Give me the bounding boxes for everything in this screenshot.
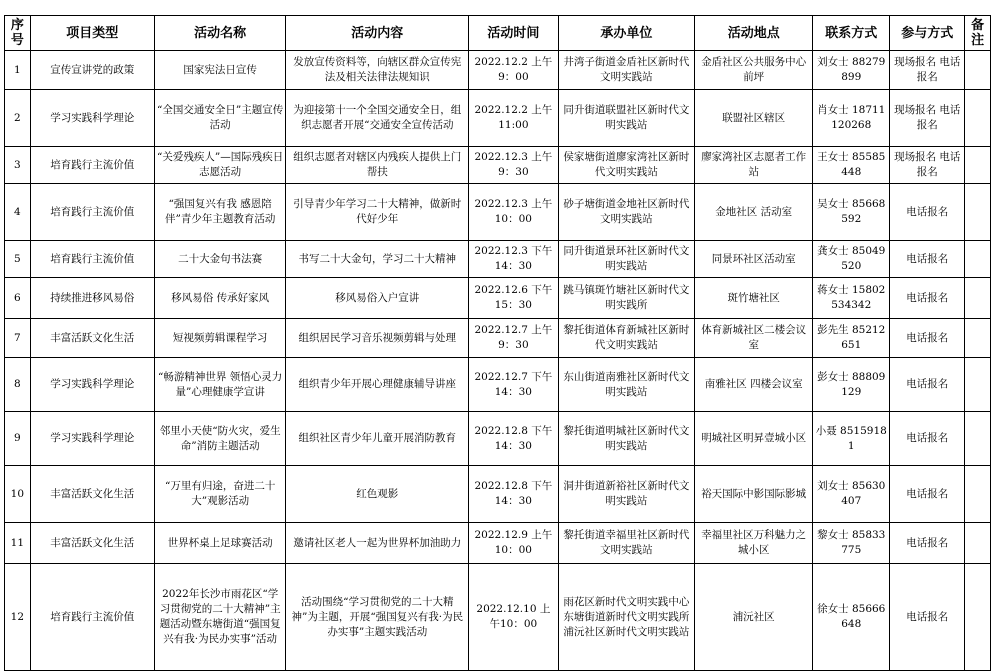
table-row [5,278,991,319]
cell-type: 学习实践科学理论 [30,90,154,147]
cell-no: 9 [5,412,31,466]
header-name: 活动名称 [154,16,285,51]
cell-note [965,90,991,147]
cell-no: 6 [5,278,31,319]
cell-join: 电话报名 [890,278,965,319]
cell-place: 联盟社区辖区 [695,90,813,147]
cell-no: 3 [5,147,31,184]
table-row [5,319,991,358]
cell-type: 培育践行主流价值 [30,184,154,241]
cell-name: 短视频剪辑课程学习 [154,319,285,358]
table-row [5,358,991,412]
cell-note [965,51,991,90]
cell-content: 活动围绕“学习贯彻党的二十大精神”为主题，开展“强国复兴有我·为民办实事”主题实践活动 [286,564,469,671]
cell-join: 电话报名 [890,184,965,241]
cell-name: “全国交通安全日”主题宣传活动 [154,90,285,147]
header-note: 备注 [965,16,991,51]
cell-place: 金地社区 活动室 [695,184,813,241]
cell-time: 2022.12.9 上午10：00 [469,523,558,564]
cell-time: 2022.12.2 上午11:00 [469,90,558,147]
cell-type: 持续推进移风易俗 [30,278,154,319]
cell-content: 书写二十大金句，学习二十大精神 [286,241,469,278]
cell-no: 8 [5,358,31,412]
cell-contact: 肖女士 18711120268 [813,90,890,147]
table-row [5,523,991,564]
cell-type: 丰富活跃文化生活 [30,319,154,358]
cell-note [965,241,991,278]
table-row [5,412,991,466]
cell-content: 组织居民学习音乐视频剪辑与处理 [286,319,469,358]
cell-content: 移风易俗入户宣讲 [286,278,469,319]
cell-place: 廖家湾社区志愿者工作站 [695,147,813,184]
cell-org: 洞井街道新裕社区新时代文明实践站 [558,466,695,523]
cell-contact: 小聂 85159181 [813,412,890,466]
cell-no: 7 [5,319,31,358]
cell-contact: 刘女士 88279899 [813,51,890,90]
cell-type: 培育践行主流价值 [30,564,154,671]
cell-content: 发放宣传资料等，向辖区群众宣传宪法及相关法律法规知识 [286,51,469,90]
cell-contact: 王女士 85585448 [813,147,890,184]
cell-org: 同升街道联盟社区新时代文明实践站 [558,90,695,147]
cell-place: 斑竹塘社区 [695,278,813,319]
cell-name: 二十大金句书法赛 [154,241,285,278]
cell-org: 雨花区新时代文明实践中心 东塘街道新时代文明实践所 浦沅社区新时代文明实践站 [558,564,695,671]
cell-name: 2022年长沙市雨花区“学习贯彻党的二十大精神”主题活动暨东塘街道“强国复兴有我·为民办实事”活动 [154,564,285,671]
cell-time: 2022.12.3 上午9：30 [469,147,558,184]
cell-no: 4 [5,184,31,241]
cell-place: 同景环社区活动室 [695,241,813,278]
cell-note [965,466,991,523]
cell-note [965,412,991,466]
cell-name: 移风易俗 传承好家风 [154,278,285,319]
cell-note [965,564,991,671]
cell-join: 现场报名 电话报名 [890,90,965,147]
cell-type: 培育践行主流价值 [30,147,154,184]
cell-content: 组织志愿者对辖区内残疾人提供上门帮扶 [286,147,469,184]
cell-contact: 黎女士 85833775 [813,523,890,564]
cell-note [965,523,991,564]
cell-org: 井湾子街道金盾社区新时代文明实践站 [558,51,695,90]
cell-time: 2022.12.3 下午14：30 [469,241,558,278]
cell-org: 黎托街道幸福里社区新时代文明实践站 [558,523,695,564]
cell-no: 1 [5,51,31,90]
cell-time: 2022.12.6 下午15：30 [469,278,558,319]
cell-org: 黎托街道明城社区新时代文明实践站 [558,412,695,466]
cell-no: 10 [5,466,31,523]
cell-no: 5 [5,241,31,278]
cell-join: 电话报名 [890,564,965,671]
table-row [5,147,991,184]
cell-content: 邀请社区老人一起为世界杯加油助力 [286,523,469,564]
cell-type: 宣传宣讲党的政策 [30,51,154,90]
activity-table [4,15,991,671]
cell-time: 2022.12.8 下午14：30 [469,466,558,523]
table-row [5,90,991,147]
cell-content: 组织社区青少年儿童开展消防教育 [286,412,469,466]
cell-place: 体育新城社区二楼会议室 [695,319,813,358]
cell-join: 电话报名 [890,523,965,564]
cell-time: 2022.12.7 下午14：30 [469,358,558,412]
cell-note [965,184,991,241]
cell-name: 国家宪法日宣传 [154,51,285,90]
cell-time: 2022.12.10 上午10：00 [469,564,558,671]
header-place: 活动地点 [695,16,813,51]
cell-type: 学习实践科学理论 [30,358,154,412]
cell-org: 黎托街道体育新城社区新时代文明实践站 [558,319,695,358]
cell-time: 2022.12.7 上午9：30 [469,319,558,358]
table-row [5,466,991,523]
cell-content: 为迎接第十一个全国交通安全日，组织志愿者开展“交通安全宣传活动 [286,90,469,147]
cell-note [965,278,991,319]
cell-name: 邻里小天使“防火灾，爱生命”消防主题活动 [154,412,285,466]
header-no: 序号 [5,16,31,51]
cell-note [965,319,991,358]
cell-join: 现场报名 电话报名 [890,51,965,90]
cell-name: “关爱残疾人”—国际残疾日志愿活动 [154,147,285,184]
cell-contact: 徐女士 85666648 [813,564,890,671]
cell-note [965,358,991,412]
cell-time: 2022.12.2 上午9：00 [469,51,558,90]
cell-no: 12 [5,564,31,671]
table-row [5,564,991,671]
cell-contact: 龚女士 85049520 [813,241,890,278]
cell-place: 浦沅社区 [695,564,813,671]
cell-org: 侯家塘街道廖家湾社区新时代文明实践站 [558,147,695,184]
header-type: 项目类型 [30,16,154,51]
cell-org: 东山街道南雅社区新时代文明实践站 [558,358,695,412]
cell-time: 2022.12.8 下午14：30 [469,412,558,466]
header-time: 活动时间 [469,16,558,51]
table-row [5,241,991,278]
cell-name: 世界杯桌上足球赛活动 [154,523,285,564]
cell-contact: 彭先生 85212651 [813,319,890,358]
header-row [5,16,991,51]
cell-place: 明城社区明昇壹城小区 [695,412,813,466]
cell-place: 幸福里社区万科魅力之城小区 [695,523,813,564]
cell-contact: 吴女士 85668592 [813,184,890,241]
header-org: 承办单位 [558,16,695,51]
cell-type: 丰富活跃文化生活 [30,466,154,523]
cell-place: 金盾社区公共服务中心前坪 [695,51,813,90]
cell-join: 电话报名 [890,412,965,466]
cell-name: “畅游精神世界 领悟心灵力量”心理健康学宣讲 [154,358,285,412]
cell-join: 电话报名 [890,358,965,412]
cell-contact: 刘女士 85630407 [813,466,890,523]
cell-no: 2 [5,90,31,147]
cell-join: 现场报名 电话报名 [890,147,965,184]
cell-no: 11 [5,523,31,564]
cell-join: 电话报名 [890,241,965,278]
cell-contact: 彭女士 88809129 [813,358,890,412]
header-contact: 联系方式 [813,16,890,51]
cell-place: 南雅社区 四楼会议室 [695,358,813,412]
cell-time: 2022.12.3 上午10：00 [469,184,558,241]
header-content: 活动内容 [286,16,469,51]
cell-place: 裕天国际中影国际影城 [695,466,813,523]
cell-content: 引导青少年学习二十大精神，做新时代好少年 [286,184,469,241]
cell-join: 电话报名 [890,319,965,358]
cell-name: “强国复兴有我 感恩陪伴”青少年主题教育活动 [154,184,285,241]
cell-contact: 蒋女士 15802534342 [813,278,890,319]
cell-name: “万里有归途，奋进二十大”观影活动 [154,466,285,523]
header-join: 参与方式 [890,16,965,51]
cell-join: 电话报名 [890,466,965,523]
cell-type: 学习实践科学理论 [30,412,154,466]
cell-content: 红色观影 [286,466,469,523]
table-row [5,184,991,241]
cell-type: 培育践行主流价值 [30,241,154,278]
cell-content: 组织青少年开展心理健康辅导讲座 [286,358,469,412]
table-row [5,51,991,90]
cell-type: 丰富活跃文化生活 [30,523,154,564]
cell-org: 同升街道景环社区新时代文明实践站 [558,241,695,278]
cell-org: 跳马镇斑竹塘社区新时代文明实践所 [558,278,695,319]
cell-note [965,147,991,184]
cell-org: 砂子塘街道金地社区新时代文明实践站 [558,184,695,241]
